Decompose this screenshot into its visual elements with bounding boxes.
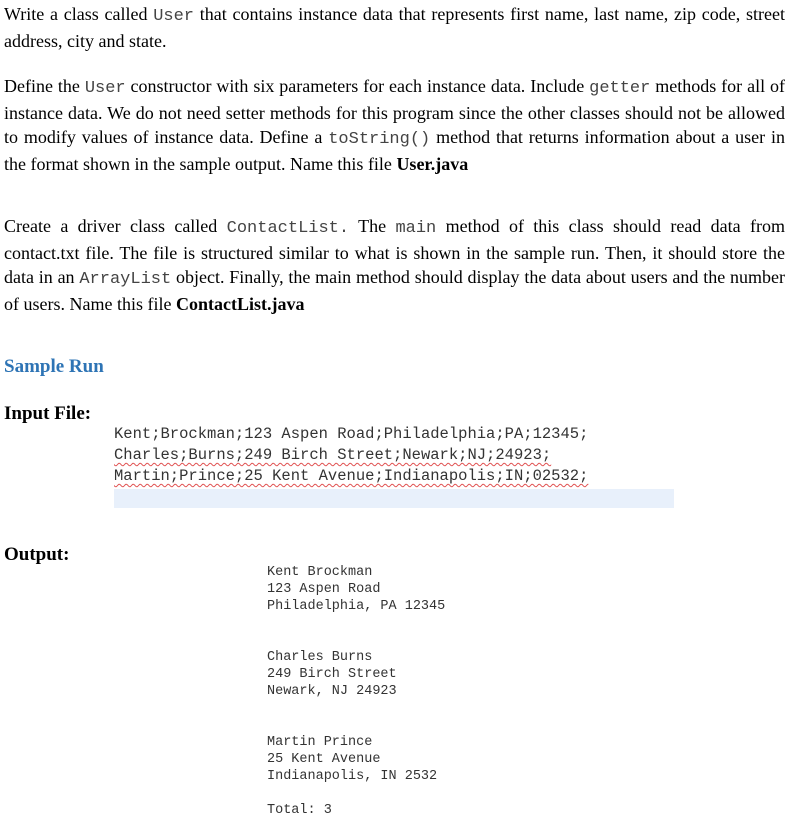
para3-text-2: The <box>349 216 396 236</box>
sample-run-heading: Sample Run <box>4 356 104 377</box>
user-class-paragraph <box>4 74 785 176</box>
input-line: Kent;Brockman;123 Aspen Road;Philadelphia;PA;12345; <box>114 425 589 443</box>
output-content <box>267 564 445 819</box>
output-heading: Output: <box>4 544 70 565</box>
para3-text-4: object. Finally, the main method should display the data about users and the number of users. Name this file <box>4 267 785 314</box>
user-class-code: User <box>153 7 194 26</box>
para1-text-1: Write a class called <box>4 4 154 24</box>
output-city-line: Newark, NJ 24923 <box>267 684 397 699</box>
contactlist-code: ContactList. <box>226 219 350 238</box>
output-street: 123 Aspen Road <box>267 582 381 597</box>
para3-text-1: Create a driver class called <box>4 216 227 236</box>
output-name: Martin Prince <box>267 735 373 750</box>
intro-paragraph <box>4 2 785 53</box>
para2-text-2: constructor with six parameters for each instance data. Include <box>125 76 590 96</box>
output-name: Charles Burns <box>267 650 373 665</box>
output-city-line: Philadelphia, PA 12345 <box>267 599 446 614</box>
output-street: 25 Kent Avenue <box>267 752 381 767</box>
user-constructor-code: User <box>84 79 126 98</box>
output-street: 249 Birch Street <box>267 667 397 682</box>
para2-text-1: Define the <box>4 76 85 96</box>
tostring-code: toString() <box>328 130 431 149</box>
input-line: Charles;Burns;249 Birch Street;Newark;NJ;24923; <box>114 446 552 464</box>
input-file-heading: Input File: <box>4 403 92 424</box>
user-java-filename: User.java <box>396 154 469 174</box>
output-city-line: Indianapolis, IN 2532 <box>267 769 438 784</box>
input-file-content <box>114 424 674 508</box>
getter-code: getter <box>589 79 651 98</box>
para2-text-4: method that returns information about a user in the format shown in the sample output. Name this file <box>4 127 785 174</box>
output-total: Total: 3 <box>267 803 332 818</box>
para1-text-2: that contains instance data that represents first name, last name, zip code, street address, city and state. <box>4 4 785 51</box>
para3-text-3: method of this class should read data from contact.txt file. The file is structured similar to what is shown in the sample run. Then, it should store the data in an <box>4 216 785 287</box>
contactlist-paragraph <box>4 214 785 316</box>
empty-highlighted-line <box>114 489 674 508</box>
output-name: Kent Brockman <box>267 565 373 580</box>
input-line: Martin;Prince;25 Kent Avenue;Indianapolis;IN;02532; <box>114 467 589 485</box>
main-code: main <box>395 219 437 238</box>
contactlist-java-filename: ContactList.java <box>175 294 305 314</box>
arraylist-code: ArrayList <box>79 270 172 289</box>
para2-text-3: methods for all of instance data. We do not need setter methods for this program since the other classes should not be allowed to modify values of instance data. Define a <box>4 76 785 147</box>
